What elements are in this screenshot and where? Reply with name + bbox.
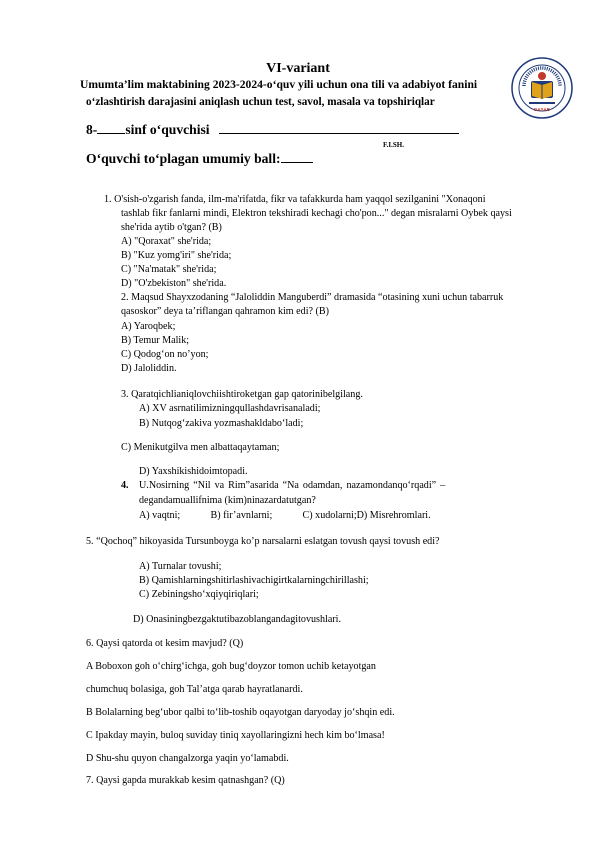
q4-line-1: U.Nosirning “Nil va Rim”asarida “Na odamdan, nazamondanqo‘rqadi” – <box>139 480 446 491</box>
q5-option-b: B) Qamishlarningshitirlashivachigirtkalarningchirillashi; <box>139 575 369 586</box>
q2-option-a: A) Yaroqbek; <box>121 321 176 332</box>
student-name-blank[interactable] <box>219 133 459 134</box>
q1-line-2: tashlab fikr fanlarni mindi, Elektron tekshiradi kechagi cho'pon..." degan misralarni Oybek qaysi <box>121 208 512 219</box>
q3-line-1: 3. Qaratqichlianiqlovchiishtiroketgan gap qatorinibelgilang. <box>121 389 363 400</box>
class-prefix: 8- <box>86 122 98 137</box>
logo-text: DASAB <box>533 107 551 112</box>
class-label: sinf o‘quvchisi <box>125 122 210 137</box>
q2-option-b: B) Temur Malik; <box>121 335 190 346</box>
q4-options: A) vaqtni; B) fir’avnlarni; C) xudolarni;D) Misrehromlari. <box>139 510 431 521</box>
q7-line-1: 7. Qaysi gapda murakkab kesim qatnashgan? (Q) <box>86 775 285 786</box>
class-line <box>86 122 459 138</box>
q6-option-a-line-2: chumchuq bolasiga, goh Tal’atga qarab hayratlanardi. <box>86 684 303 695</box>
q3-option-a: A) XV asrnatilimizningqullashdavrisanaladi; <box>139 403 321 414</box>
school-emblem-logo <box>511 57 573 119</box>
q2-line-1: 2. Maqsud Shayxzodaning “Jaloliddin Manguberdi” dramasida “otasining xuni uchun tabarruk <box>121 292 504 303</box>
q1-option-c: C) "Na'matak" she'rida; <box>121 264 217 275</box>
q6-option-d: D Shu-shu quyon changalzorga yaqin yo‘lamabdi. <box>86 753 289 764</box>
q1-line-3: she'rida aytib o'tgan? (B) <box>121 222 222 233</box>
q4-number: 4. <box>121 480 129 491</box>
score-line <box>86 151 313 167</box>
header-line-2: o‘zlashtirish darajasini aniqlash uchun test, savol, masala va topshiriqlar <box>86 96 435 108</box>
q6-line-1: 6. Qaysi qatorda ot kesim mavjud? (Q) <box>86 638 244 649</box>
variant-title: VI-variant <box>266 61 330 76</box>
q5-option-c: C) Zebiningsho‘xqiyqiriqlari; <box>139 589 259 600</box>
q1-option-a: A) "Qoraxat" she'rida; <box>121 236 212 247</box>
q1-option-d: D) "O'zbekiston" she'rida. <box>121 278 227 289</box>
q6-option-c: C Ipakday mayin, buloq suviday tiniq xayollaringizni hech kim bo‘lmasa! <box>86 730 385 741</box>
score-label: O‘quvchi to‘plagan umumiy ball: <box>86 151 281 166</box>
header-line-1: Umumta’lim maktabining 2023-2024-o‘quv yili uchun ona tili va adabiyot fanini <box>80 78 478 91</box>
q3-option-d: D) Yaxshikishidoimtopadi. <box>139 466 248 477</box>
q6-option-b: B Bolalarning beg‘ubor qalbi to‘lib-toshib oqayotgan daryoday jo‘shqin edi. <box>86 707 395 718</box>
class-number-blank[interactable] <box>97 133 125 134</box>
q1-option-b: B) "Kuz yomg'iri" she'rida; <box>121 250 232 261</box>
fio-label: F.I.SH. <box>383 141 404 149</box>
q3-option-c: C) Menikutgilva men albattaqaytaman; <box>121 442 280 453</box>
q2-option-c: C) Qodog‘on no’yon; <box>121 349 209 360</box>
q5-option-a: A) Turnalar tovushi; <box>139 561 222 572</box>
score-blank[interactable] <box>281 162 313 163</box>
q3-option-b: B) Nutqog‘zakiva yozmashakldabo‘ladi; <box>139 418 304 429</box>
q6-option-a-line-1: A Boboxon goh o‘chirg‘ichga, goh bug‘doyzor tomon uchib ketayotgan <box>86 661 376 672</box>
q4-line-2: degandamuallifnima (kim)ninazardatutgan? <box>139 495 316 506</box>
q5-option-d: D) Onasiningbezgaktutibazoblangandagitovushlari. <box>133 614 341 625</box>
q2-option-d: D) Jaloliddin. <box>121 363 177 374</box>
q5-line-1: 5. “Qochoq” hikoyasida Tursunboyga ko’p narsalarni eslatgan tovush qaysi tovush edi? <box>86 536 440 547</box>
q2-line-2: qasoskor” deya ta’riflangan qahramon kim edi? (B) <box>121 306 329 317</box>
q1-line-1: 1. O'sish-o'zgarish fanda, ilm-ma'rifatda, fikr va tafakkurda ham yaqqol sezilganini "Xonaqoni <box>104 194 486 205</box>
